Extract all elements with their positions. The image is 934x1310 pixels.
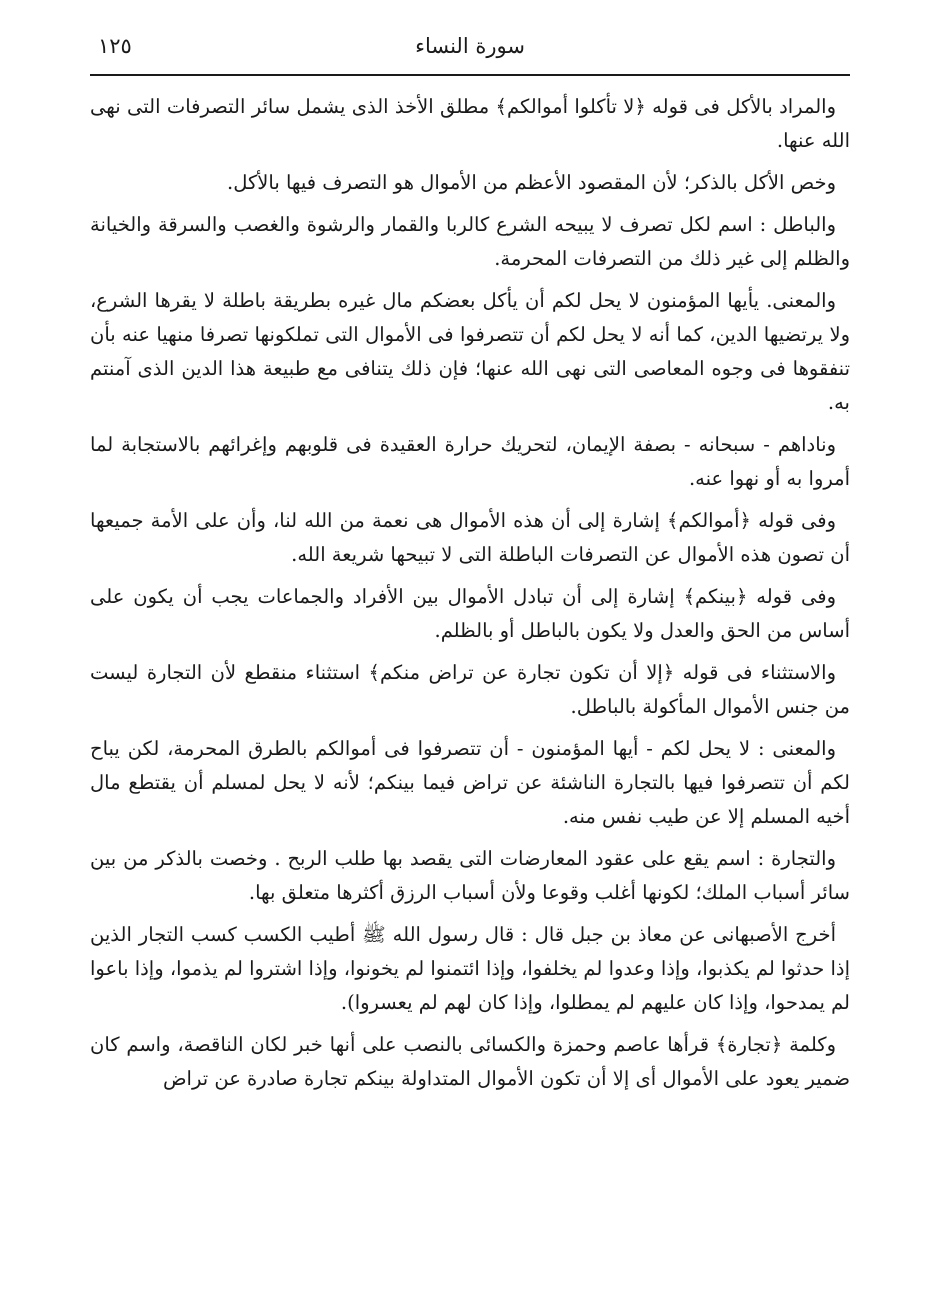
paragraph: وكلمة ﴿تجارة﴾ قرأها عاصم وحمزة والكسائى بالنصب على أنها خبر لكان الناقصة، واسم كان ضمير يعود على الأموال أى إلا أن تكون الأموال المتداولة بينكم تجارة صادرة عن تراض (90, 1033, 850, 1090)
surah-title: سورة النساء (415, 34, 525, 58)
book-page (90, 28, 850, 1104)
paragraph: والاستثناء فى قوله ﴿إلا أن تكون تجارة عن تراض منكم﴾ استثناء منقطع لأن التجارة ليست من جنس الأموال المأكولة بالباطل. (90, 661, 850, 718)
paragraph: وناداهم - سبحانه - بصفة الإيمان، لتحريك حرارة العقيدة فى قلوبهم وإغرائهم بالاستجابة لما أمروا به أو نهوا عنه. (90, 433, 850, 490)
page-number: ١٢٥ (98, 34, 132, 58)
paragraph: أخرج الأصبهانى عن معاذ بن جبل قال : قال رسول الله ﷺ أطيب الكسب كسب التجار الذين إذا حدثوا لم يكذبوا، وإذا وعدوا لم يخلفوا، وإذا ائتمنوا لم يخونوا، وإذا اشتروا لم يذموا، وإذا باعوا لم يمدحوا، وإذا كان عليهم لم يمطلوا، وإذا كان لهم لم يعسروا). (90, 923, 850, 1014)
paragraph: والمعنى. يأيها المؤمنون لا يحل لكم أن يأكل بعضكم مال غيره بطريقة باطلة لا يقرها الشرع، ولا يرتضيها الدين، كما أنه لا يحل لكم أن تتصرفوا فى الأموال التى تملكونها تصرفا منهيا عنه بأن تنفقوها فى وجوه المعاصى التى نهى الله عنها؛ فإن ذلك يتنافى مع طبيعة هذا الدين الذى آمنتم به. (90, 289, 850, 414)
header-rule (90, 74, 850, 76)
page-header (90, 28, 850, 72)
paragraph: والباطل : اسم لكل تصرف لا يبيحه الشرع كالربا والقمار والرشوة والغصب والسرقة والخيانة والظلم إلى غير ذلك من التصرفات المحرمة. (90, 213, 850, 270)
paragraph: والمراد بالأكل فى قوله ﴿لا تأكلوا أموالكم﴾ مطلق الأخذ الذى يشمل سائر التصرفات التى نهى الله عنها. (90, 95, 850, 152)
paragraph: وفى قوله ﴿أموالكم﴾ إشارة إلى أن هذه الأموال هى نعمة من الله لنا، وأن على الأمة جميعها أن تصون هذه الأموال عن التصرفات الباطلة التى لا تبيحها شريعة الله. (90, 509, 850, 566)
paragraph: وفى قوله ﴿بينكم﴾ إشارة إلى أن تبادل الأموال بين الأفراد والجماعات يجب أن يكون على أساس من الحق والعدل ولا يكون بالباطل أو بالظلم. (90, 585, 850, 642)
paragraph: والمعنى : لا يحل لكم - أيها المؤمنون - أن تتصرفوا فى أموالكم بالطرق المحرمة، لكن يباح لكم أن تتصرفوا فيها بالتجارة الناشئة عن تراض فيما بينكم؛ لأنه لا يحل لمسلم أن يقتطع مال أخيه المسلم إلا عن طيب نفس منه. (90, 737, 850, 828)
body-text (90, 90, 850, 1096)
paragraph: وخص الأكل بالذكر؛ لأن المقصود الأعظم من الأموال هو التصرف فيها بالأكل. (227, 171, 836, 194)
paragraph: والتجارة : اسم يقع على عقود المعارضات التى يقصد بها طلب الربح . وخصت بالذكر من بين سائر أسباب الملك؛ لكونها أغلب وقوعا ولأن أسباب الرزق أكثرها متعلق بها. (90, 847, 850, 904)
